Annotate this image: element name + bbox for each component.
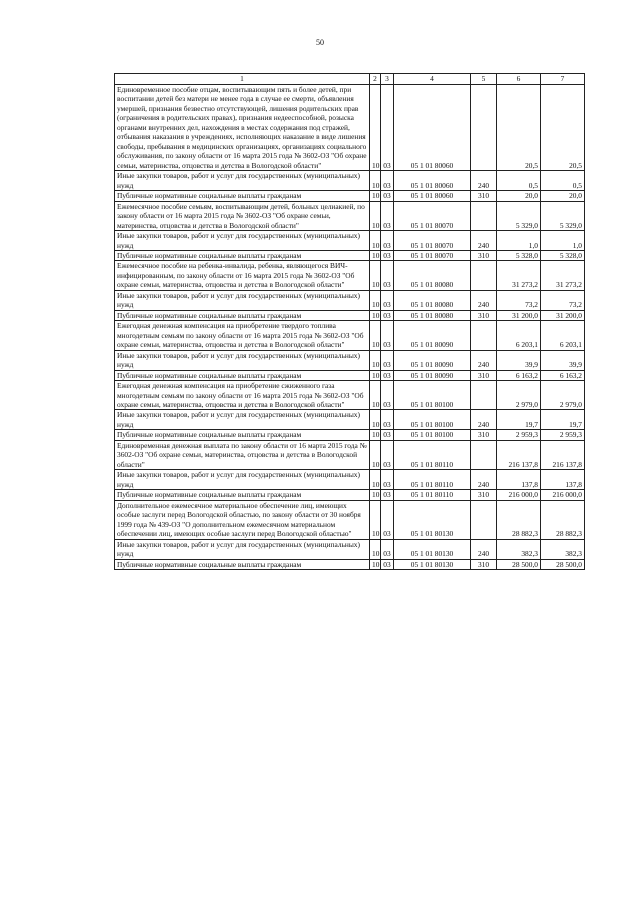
amount-col-6: 137,8 [497,470,541,490]
row-description: Публичные нормативные социальные выплаты гражданам [115,310,370,320]
table-row [115,559,585,569]
section-code: 10 [370,201,381,230]
amount-col-7: 6 203,1 [541,321,585,350]
row-description: Ежемесячное пособие на ребенка-инвалида, ребенка, являющегося ВИЧ-инфицированным, по закону области от 16 марта 2015 года № 3602-ОЗ "Об охране семьи, материнства, отцовства и детства в Вологодской области" [115,261,370,290]
amount-col-6: 1,0 [497,231,541,251]
table-row [115,261,585,290]
row-description: Иные закупки товаров, работ и услуг для государственных (муниципальных) нужд [115,410,370,430]
amount-col-7: 28 500,0 [541,559,585,569]
section-code: 10 [370,350,381,370]
table-row [115,370,585,380]
target-article-code: 05 1 01 80110 [394,440,471,469]
subsection-code: 03 [381,321,394,350]
amount-col-7: 2 959,3 [541,430,585,440]
subsection-code: 03 [381,440,394,469]
section-code: 10 [370,321,381,350]
table-row [115,440,585,469]
amount-col-7: 1,0 [541,231,585,251]
row-description: Ежегодная денежная компенсация на приобретение твердого топлива многодетным семьям по закону области от 16 марта 2015 года № 3602-ОЗ "Об охране семьи, материнства, отцовства и детства в Вологодской области" [115,321,370,350]
row-description: Единовременная денежная выплата по закону области от 16 марта 2015 года № 3602-ОЗ "Об охране семьи, материнства, отцовства и детства в Вологодской области" [115,440,370,469]
target-article-code: 05 1 01 80080 [394,310,471,320]
expense-type-code [471,201,497,230]
amount-col-6: 31 273,2 [497,261,541,290]
table-row [115,290,585,310]
subsection-code: 03 [381,201,394,230]
amount-col-6: 5 329,0 [497,201,541,230]
amount-col-6: 6 163,2 [497,370,541,380]
amount-col-6: 28 882,3 [497,500,541,539]
section-code: 10 [370,539,381,559]
section-code: 10 [370,171,381,191]
row-description: Публичные нормативные социальные выплаты гражданам [115,250,370,260]
subsection-code: 03 [381,191,394,201]
page-number: 50 [316,38,324,47]
expense-type-code: 310 [471,430,497,440]
subsection-code: 03 [381,430,394,440]
target-article-code: 05 1 01 80070 [394,250,471,260]
table-row [115,231,585,251]
expense-type-code [471,500,497,539]
expense-type-code: 310 [471,250,497,260]
expense-type-code [471,321,497,350]
amount-col-7: 5 328,0 [541,250,585,260]
subsection-code: 03 [381,171,394,191]
table-row [115,381,585,410]
subsection-code: 03 [381,539,394,559]
amount-col-7: 137,8 [541,470,585,490]
row-description: Дополнительное ежемесячное материальное обеспечение лиц, имеющих особые заслуги перед Вологодской областью, по закону области от 30 ноября 1999 года № 439-ОЗ "О дополнительном ежемесячном материальном обеспечении лиц, имеющих особые заслуги перед Вологодской областью" [115,500,370,539]
subsection-code: 03 [381,470,394,490]
subsection-code: 03 [381,410,394,430]
amount-col-7: 31 273,2 [541,261,585,290]
subsection-code: 03 [381,490,394,500]
expense-type-code: 240 [471,171,497,191]
header-row [115,74,585,85]
amount-col-7: 216 137,8 [541,440,585,469]
target-article-code: 05 1 01 80100 [394,410,471,430]
row-description: Иные закупки товаров, работ и услуг для государственных (муниципальных) нужд [115,470,370,490]
target-article-code: 05 1 01 80090 [394,370,471,380]
target-article-code: 05 1 01 80080 [394,261,471,290]
section-code: 10 [370,500,381,539]
row-description: Иные закупки товаров, работ и услуг для государственных (муниципальных) нужд [115,290,370,310]
amount-col-7: 31 200,0 [541,310,585,320]
amount-col-6: 28 500,0 [497,559,541,569]
target-article-code: 05 1 01 80060 [394,85,471,171]
target-article-code: 05 1 01 80090 [394,321,471,350]
row-description: Ежемесячное пособие семьям, воспитывающим детей, больных целиакией, по закону области от 16 марта 2015 года № 3602-ОЗ "Об охране семьи, материнства, отцовства и детства в Вологодской области" [115,201,370,230]
table-row [115,490,585,500]
target-article-code: 05 1 01 80100 [394,430,471,440]
header-cell: 3 [381,74,394,85]
amount-col-7: 28 882,3 [541,500,585,539]
section-code: 10 [370,490,381,500]
amount-col-6: 20,0 [497,191,541,201]
row-description: Публичные нормативные социальные выплаты гражданам [115,191,370,201]
section-code: 10 [370,381,381,410]
row-description: Иные закупки товаров, работ и услуг для государственных (муниципальных) нужд [115,171,370,191]
subsection-code: 03 [381,350,394,370]
table-row [115,85,585,171]
expense-type-code: 310 [471,191,497,201]
table-row [115,350,585,370]
target-article-code: 05 1 01 80060 [394,171,471,191]
subsection-code: 03 [381,559,394,569]
expense-type-code: 310 [471,370,497,380]
amount-col-7: 6 163,2 [541,370,585,380]
amount-col-7: 216 000,0 [541,490,585,500]
table-row [115,321,585,350]
amount-col-6: 31 200,0 [497,310,541,320]
expense-type-code: 310 [471,559,497,569]
section-code: 10 [370,410,381,430]
section-code: 10 [370,191,381,201]
subsection-code: 03 [381,231,394,251]
section-code: 10 [370,440,381,469]
amount-col-6: 216 137,8 [497,440,541,469]
target-article-code: 05 1 01 80130 [394,539,471,559]
row-description: Иные закупки товаров, работ и услуг для государственных (муниципальных) нужд [115,539,370,559]
section-code: 10 [370,370,381,380]
amount-col-7: 0,5 [541,171,585,191]
header-cell: 2 [370,74,381,85]
amount-col-6: 19,7 [497,410,541,430]
subsection-code: 03 [381,250,394,260]
amount-col-6: 39,9 [497,350,541,370]
section-code: 10 [370,85,381,171]
amount-col-6: 6 203,1 [497,321,541,350]
table-row [115,191,585,201]
target-article-code: 05 1 01 80100 [394,381,471,410]
target-article-code: 05 1 01 80090 [394,350,471,370]
subsection-code: 03 [381,370,394,380]
amount-col-7: 20,0 [541,191,585,201]
subsection-code: 03 [381,310,394,320]
target-article-code: 05 1 01 80080 [394,290,471,310]
expense-type-code [471,381,497,410]
table-row [115,500,585,539]
subsection-code: 03 [381,290,394,310]
table-body [115,85,585,570]
amount-col-6: 0,5 [497,171,541,191]
expense-type-code: 240 [471,231,497,251]
header-cell: 7 [541,74,585,85]
row-description: Иные закупки товаров, работ и услуг для государственных (муниципальных) нужд [115,231,370,251]
amount-col-7: 2 979,0 [541,381,585,410]
amount-col-6: 216 000,0 [497,490,541,500]
target-article-code: 05 1 01 80070 [394,231,471,251]
header-cell: 1 [115,74,370,85]
row-description: Публичные нормативные социальные выплаты гражданам [115,490,370,500]
subsection-code: 03 [381,500,394,539]
amount-col-7: 39,9 [541,350,585,370]
expense-type-code [471,85,497,171]
section-code: 10 [370,470,381,490]
section-code: 10 [370,430,381,440]
expense-type-code [471,261,497,290]
amount-col-6: 382,3 [497,539,541,559]
subsection-code: 03 [381,85,394,171]
target-article-code: 05 1 01 80130 [394,559,471,569]
table-row [115,410,585,430]
table-row [115,470,585,490]
target-article-code: 05 1 01 80130 [394,500,471,539]
expense-type-code: 240 [471,350,497,370]
section-code: 10 [370,310,381,320]
expense-type-code: 240 [471,290,497,310]
amount-col-6: 20,5 [497,85,541,171]
section-code: 10 [370,290,381,310]
row-description: Публичные нормативные социальные выплаты гражданам [115,559,370,569]
expense-type-code [471,440,497,469]
section-code: 10 [370,559,381,569]
header-cell: 6 [497,74,541,85]
amount-col-7: 5 329,0 [541,201,585,230]
amount-col-7: 19,7 [541,410,585,430]
table-row [115,539,585,559]
subsection-code: 03 [381,381,394,410]
header-cell: 4 [394,74,471,85]
table-row [115,250,585,260]
expense-type-code: 240 [471,410,497,430]
section-code: 10 [370,231,381,251]
expense-type-code: 310 [471,490,497,500]
amount-col-7: 20,5 [541,85,585,171]
amount-col-7: 382,3 [541,539,585,559]
target-article-code: 05 1 01 80060 [394,191,471,201]
row-description: Единовременное пособие отцам, воспитывающим пять и более детей, при воспитании детей без матери не менее года в случае ее смерти, объявления умершей, признания безвестно отсутствующей, лишения родительских прав (ограничения в родительских правах), признания недееспособной, розыска органами внутренних дел, нахождения в местах содержания под стражей, отбывания наказания в учреждениях, исполняющих наказание в виде лишения свободы, пребывания в медицинских организациях, организациях социального обслуживания, по закону области от 16 марта 2015 года № 3602-ОЗ "Об охране семьи, материнства, отцовства и детства в Вологодской области" [115,85,370,171]
header-cell: 5 [471,74,497,85]
target-article-code: 05 1 01 80070 [394,201,471,230]
budget-table [114,73,585,570]
expense-type-code: 310 [471,310,497,320]
amount-col-6: 5 328,0 [497,250,541,260]
target-article-code: 05 1 01 80110 [394,470,471,490]
row-description: Иные закупки товаров, работ и услуг для государственных (муниципальных) нужд [115,350,370,370]
section-code: 10 [370,250,381,260]
section-code: 10 [370,261,381,290]
row-description: Публичные нормативные социальные выплаты гражданам [115,370,370,380]
table-row [115,171,585,191]
target-article-code: 05 1 01 80110 [394,490,471,500]
expense-type-code: 240 [471,470,497,490]
row-description: Публичные нормативные социальные выплаты гражданам [115,430,370,440]
table-row [115,430,585,440]
table-row [115,310,585,320]
amount-col-6: 73,2 [497,290,541,310]
amount-col-7: 73,2 [541,290,585,310]
expense-type-code: 240 [471,539,497,559]
subsection-code: 03 [381,261,394,290]
amount-col-6: 2 959,3 [497,430,541,440]
table-row [115,201,585,230]
amount-col-6: 2 979,0 [497,381,541,410]
row-description: Ежегодная денежная компенсация на приобретение сжиженного газа многодетным семьям по закону области от 16 марта 2015 года № 3602-ОЗ "Об охране семьи, материнства, отцовства и детства в Вологодской области" [115,381,370,410]
